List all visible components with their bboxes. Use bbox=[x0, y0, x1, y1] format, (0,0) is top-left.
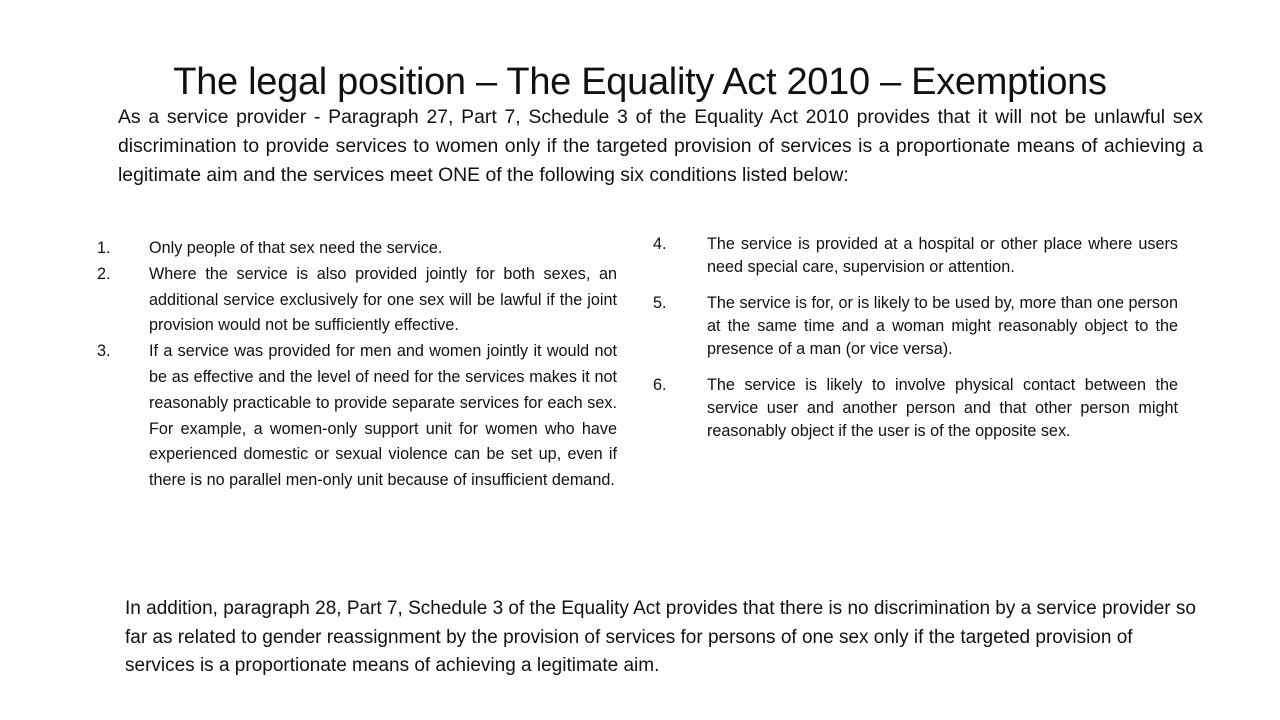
intro-paragraph: As a service provider - Paragraph 27, Part 7, Schedule 3 of the Equality Act 2010 provides that it will not be unlawful sex discrimination to provide services to women only if the targeted provision of services is a proportionate means of achieving a legitimate aim and the services meet ONE of the following six conditions listed below: bbox=[118, 106, 1203, 186]
list-item-text: The service is provided at a hospital or other place where users need special care, supervision or attention. bbox=[707, 235, 1178, 276]
footer-paragraph: In addition, paragraph 28, Part 7, Schedule 3 of the Equality Act provides that there is no discrimination by a service provider so far as related to gender reassignment by the provision of services for persons of one sex only if the targeted provision of services is a proportionate means of achieving a legitimate aim. bbox=[125, 598, 1196, 676]
list-item-text: If a service was provided for men and women jointly it would not be as effective and the level of need for the services makes it not reasonably practicable to provide separate services for each sex. For example, a women-only support unit for women who have experienced domestic or sexual violence can be set up, even if there is no parallel men-only unit because of insufficient demand. bbox=[149, 342, 617, 490]
list-item bbox=[650, 233, 1178, 279]
list-item-number: 2. bbox=[97, 264, 111, 283]
list-item-number: 6. bbox=[653, 376, 667, 394]
list-item-text: Only people of that sex need the service. bbox=[149, 239, 443, 257]
list-item bbox=[650, 374, 1178, 443]
list-item-number: 1. bbox=[97, 239, 111, 257]
list-item-text: Where the service is also provided jointly for both sexes, an additional service exclusively for one sex will be lawful if the joint provision would not be sufficiently effective. bbox=[149, 264, 617, 335]
list-item-number: 5. bbox=[653, 294, 667, 312]
conditions-list-right bbox=[650, 233, 1178, 456]
list-item-text: The service is for, or is likely to be used by, more than one person at the same time and a woman might reasonably object to the presence of a man (or vice versa). bbox=[707, 294, 1178, 358]
list-item-number: 3. bbox=[97, 342, 111, 361]
list-item bbox=[650, 292, 1178, 361]
list-item-number: 4. bbox=[653, 235, 667, 253]
slide-title: The legal position – The Equality Act 2010 – Exemptions bbox=[173, 61, 1107, 103]
list-item bbox=[90, 262, 617, 339]
list-item bbox=[90, 236, 617, 262]
list-item bbox=[90, 339, 617, 494]
conditions-list-left bbox=[90, 236, 617, 494]
list-item-text: The service is likely to involve physical contact between the service user and another person and that other person might reasonably object if the user is of the opposite sex. bbox=[707, 376, 1178, 440]
